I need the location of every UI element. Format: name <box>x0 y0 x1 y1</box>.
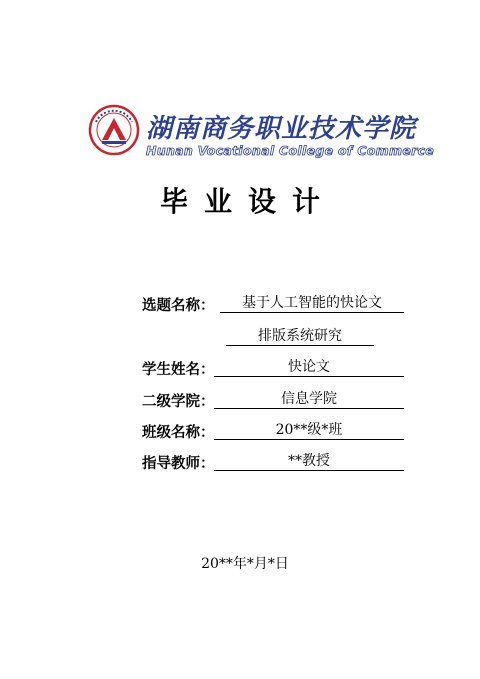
advisor-value: **教授 <box>214 452 404 471</box>
topic-value-line1: 基于人工智能的快论文 <box>220 294 404 313</box>
document-title: 毕业设计 <box>159 185 336 218</box>
college-name-cn: 湖南商务职业技术学院 <box>146 114 417 144</box>
class-value: 20**级*班 <box>214 421 404 440</box>
college-emblem-icon <box>88 104 140 156</box>
submission-date: 20**年*月*日 <box>201 556 289 572</box>
college-value: 信息学院 <box>214 390 404 409</box>
advisor-label: 指导教师： <box>142 456 215 472</box>
student-value: 快论文 <box>214 358 404 377</box>
college-name-en: Hunan Vocational College of Commerce <box>146 143 435 158</box>
college-logo <box>88 104 435 164</box>
topic-label: 选题名称： <box>142 298 215 314</box>
college-label: 二级学院： <box>142 394 215 410</box>
student-label: 学生姓名： <box>142 362 215 378</box>
class-label: 班级名称： <box>142 425 215 441</box>
topic-value-line2: 排版系统研究 <box>226 327 374 346</box>
